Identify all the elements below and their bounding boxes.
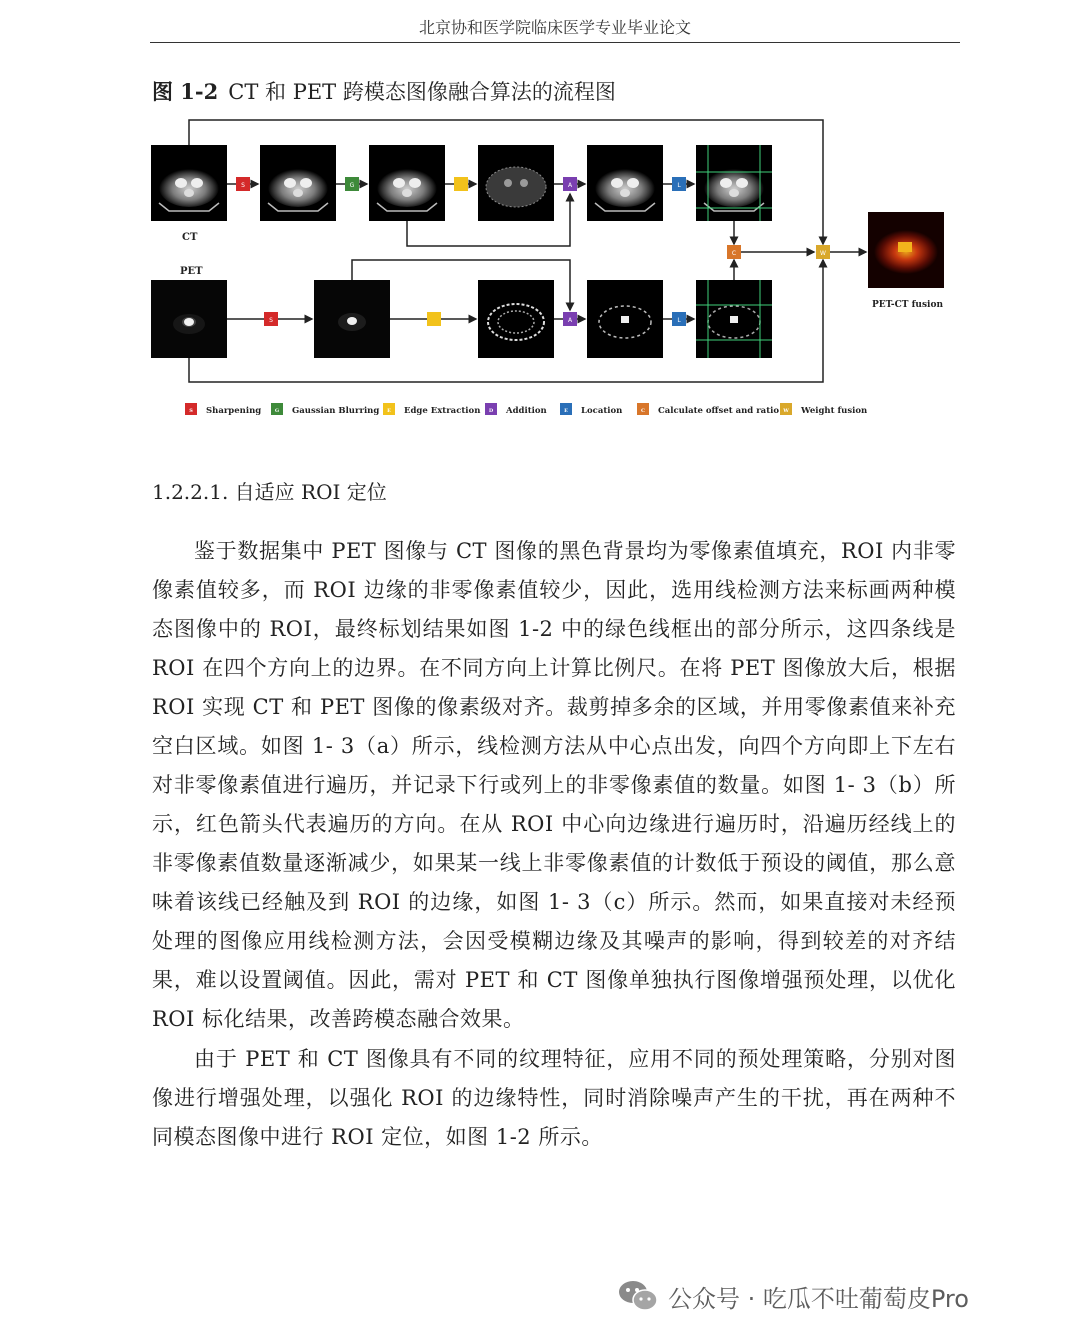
- legend-code: E: [387, 408, 391, 414]
- page-header: 北京协和医学院临床医学专业毕业论文: [150, 14, 960, 43]
- legend-code: E: [564, 408, 568, 414]
- svg-text:L: L: [677, 317, 681, 324]
- section-heading: 1.2.2.1. 自适应 ROI 定位: [152, 480, 387, 504]
- pet-label: PET: [180, 266, 203, 277]
- svg-text:C: C: [731, 250, 737, 257]
- legend-label: Addition: [506, 406, 547, 416]
- legend-label: Gaussian Blurring: [292, 406, 380, 416]
- svg-text:W: W: [820, 250, 826, 257]
- watermark-text: 公众号 · 吃瓜不吐葡萄皮Pro: [668, 1284, 969, 1313]
- ct-image-edges: [478, 145, 554, 221]
- legend-code: C: [641, 408, 645, 414]
- ct-image-blurred: [369, 145, 445, 221]
- legend-code: S: [189, 408, 193, 414]
- flowchart: [140, 110, 960, 440]
- op-edge-pet: [427, 312, 441, 326]
- fusion-label: PET-CT fusion: [872, 300, 944, 310]
- ct-image-added: [587, 145, 663, 221]
- pet-image-added: [587, 280, 663, 358]
- svg-text:G: G: [349, 182, 355, 189]
- paragraph-2: 由于 PET 和 CT 图像具有不同的纹理特征，应用不同的预处理策略，分别对图像进行增强处理，以强化 ROI 的边缘特性，同时消除噪声产生的干扰，再在两种不同模态图像中进行 ROI 定位，如图 1-2 所示。: [152, 1047, 956, 1149]
- watermark: [616, 1276, 1056, 1316]
- flowchart-legend: [185, 403, 867, 416]
- svg-text:S: S: [241, 182, 245, 189]
- pet-ct-fusion-image: [868, 212, 944, 288]
- op-edge-ct: [454, 177, 468, 191]
- svg-text:S: S: [269, 317, 273, 324]
- paragraph-1: 鉴于数据集中 PET 图像与 CT 图像的黑色背景均为零像素值填充，ROI 内非零像素值较多，而 ROI 边缘的非零像素值较少，因此，选用线检测方法来标画两种模态图像中的 ROI，最终标划结果如图 1-2 中的绿色线框出的部分所示，这四条线是 ROI 在四个方向上的边界。在不同方向上计算比例尺。在将 PET 图像放大后，根据 ROI 实现 CT 和 PET 图像的像素级对齐。裁剪掉多余的区域，并用零像素值来补充空白区域。如图 1- 3（a）所示，线检测方法从中心点出发，向四个方向即上下左右对非零像素值进行遍历，并记录下行或列上的非零像素值的数量。如图 1- 3（b）所示，红色箭头代表遍历的方向。在从 ROI 中心向边缘进行遍历时，沿遍历经线上的非零像素值数量逐渐减少，如果某一线上非零像素值的计数低于预设的阈值，那么意味着该线已经触及到 ROI 的边缘，如图 1- 3（c）所示。然而，如果直接对未经预处理的图像应用线检测方法，会因受模糊边缘及其噪声的影响，得到较差的对齐结果，难以设置阈值。因此，需对 PET 和 CT 图像单独执行图像增强预处理，以优化 ROI 标化结果，改善跨模态融合效果。: [152, 539, 956, 1031]
- pet-image-located: [696, 280, 772, 358]
- legend-label: Sharpening: [206, 406, 262, 416]
- figure-title: CT 和 PET 跨模态图像融合算法的流程图: [228, 80, 616, 104]
- figure-number: 图 1-2: [152, 79, 219, 104]
- pet-image-original: [151, 280, 227, 358]
- legend-code: W: [783, 408, 789, 414]
- legend-label: Location: [581, 406, 623, 416]
- pet-image-sharpened: [314, 280, 390, 358]
- ct-label: CT: [182, 232, 198, 243]
- svg-text:L: L: [677, 182, 681, 189]
- figure-caption: [152, 76, 616, 106]
- wechat-icon: [616, 1276, 660, 1316]
- legend-code: G: [274, 408, 280, 414]
- svg-text:A: A: [567, 182, 573, 189]
- legend-label: Edge Extraction: [404, 406, 481, 416]
- ct-image-original: [151, 145, 227, 221]
- pet-image-edges: [478, 280, 554, 358]
- ct-image-located: [696, 145, 772, 221]
- legend-label: Calculate offset and ratio: [658, 406, 780, 416]
- legend-code: D: [488, 408, 494, 414]
- legend-label: Weight fusion: [801, 406, 868, 416]
- ct-image-sharpened: [260, 145, 336, 221]
- svg-text:A: A: [567, 317, 573, 324]
